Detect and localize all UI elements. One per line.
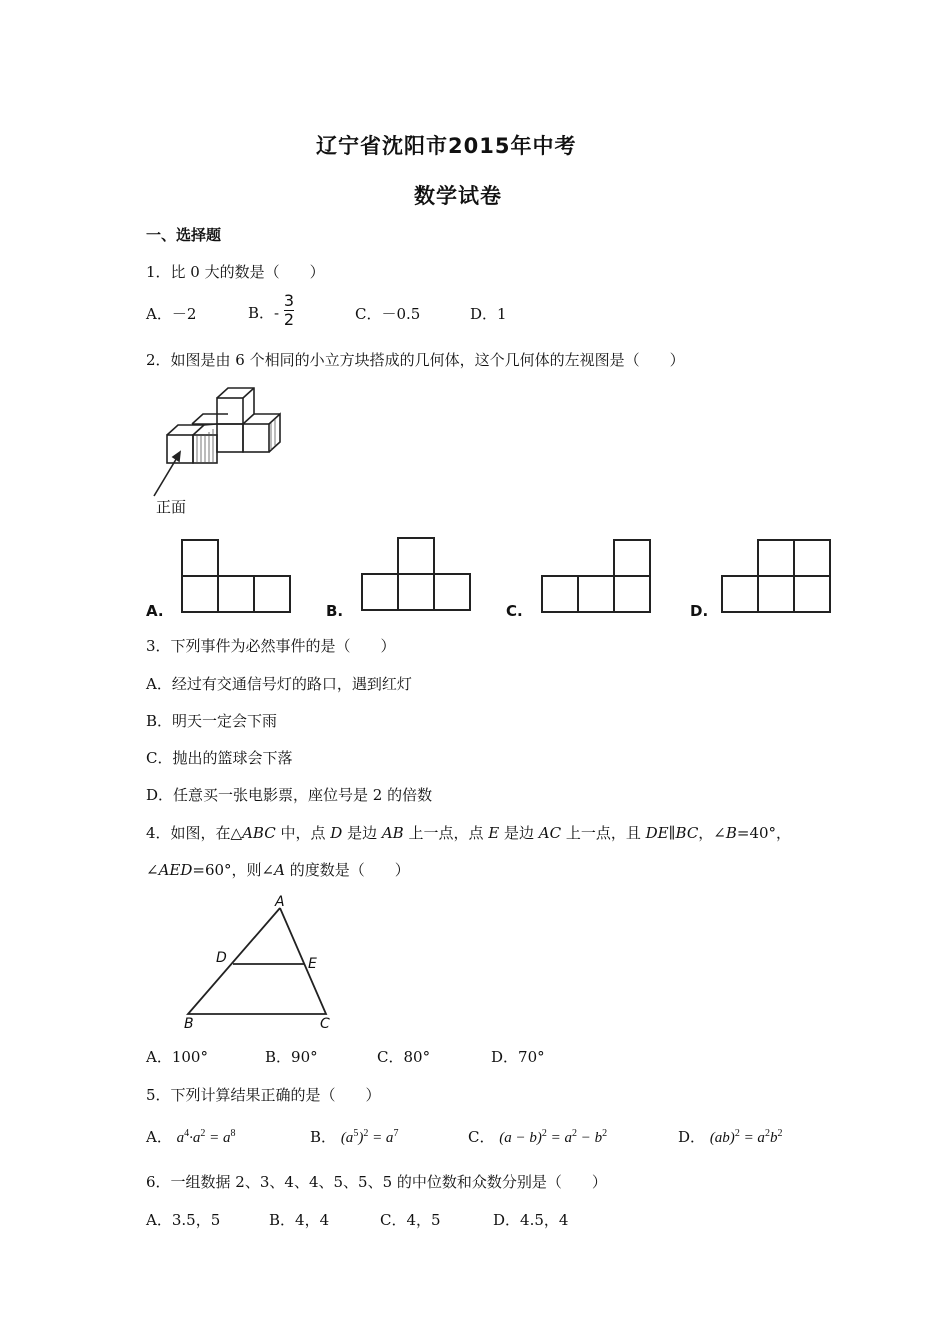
option-c-view <box>542 540 650 612</box>
question-1-stem: 1．比 0 大的数是（ ） <box>146 263 325 281</box>
q5-d-formula: $(ab)^2 = a^2b^2$ <box>709 1128 783 1146</box>
q3-option-a: A．经过有交通信号灯的路口，遇到红灯 <box>146 675 412 693</box>
q1-option-b: B．- $\frac{3}{2}$ <box>248 291 295 329</box>
page-subtitle: 数学试卷 <box>414 184 502 208</box>
option-b-view <box>362 538 470 610</box>
option-b-label: B. <box>326 602 344 620</box>
q4-option-a: A．100° <box>146 1048 208 1066</box>
vertex-c-label: C <box>320 1016 330 1030</box>
question-4-stem-line1: 4．如图，在△ABC 中，点 D 是边 AB 上一点，点 E 是边 AC 上一点，且 DE∥BC，∠B=40°， <box>146 824 792 842</box>
q5-option-b: B． $(a^5)^2 = a^7$ <box>310 1128 399 1146</box>
question-6-stem: 6．一组数据 2、3、4、4、5、5、5 的中位数和众数分别是（ ） <box>146 1173 607 1191</box>
front-label: 正面 <box>156 498 187 516</box>
q3-option-c: C．抛出的篮球会下落 <box>146 749 293 767</box>
question-3-stem: 3．下列事件为必然事件的是（ ） <box>146 637 396 655</box>
triangle-abc <box>188 908 326 1014</box>
q5-b-formula: $(a^5)^2 = a^7$ <box>340 1128 399 1146</box>
point-d-label: D <box>216 950 227 966</box>
q6-option-b: B．4，4 <box>269 1211 330 1229</box>
option-c-label: C. <box>506 602 523 620</box>
q4-option-b: B．90° <box>265 1048 318 1066</box>
q5-option-c: C． $(a - b)^2 = a^2 - b^2$ <box>468 1128 608 1146</box>
question-4-stem-line2: ∠AED=60°，则∠A 的度数是（ ） <box>146 861 410 879</box>
option-a-label: A. <box>146 602 164 620</box>
cube-face <box>217 398 243 424</box>
option-a-view <box>182 540 290 612</box>
q5-option-d: D． $(ab)^2 = a^2b^2$ <box>678 1128 783 1146</box>
q1-option-d: D．1 <box>470 305 507 323</box>
vertex-a-label: A <box>275 894 285 910</box>
q4-option-d: D．70° <box>491 1048 545 1066</box>
q6-option-d: D．4.5，4 <box>493 1211 569 1229</box>
point-e-label: E <box>308 956 317 972</box>
q1-option-a: A．－2 <box>146 305 197 323</box>
q3-option-b: B．明天一定会下雨 <box>146 712 278 730</box>
q6-option-a: A．3.5，5 <box>146 1211 221 1229</box>
vertex-b-label: B <box>184 1016 194 1030</box>
q5-c-formula: $(a - b)^2 = a^2 - b^2$ <box>499 1128 608 1146</box>
question-2-stem: 2．如图是由 6 个相同的小立方块搭成的几何体，这个几何体的左视图是（ ） <box>146 351 685 369</box>
left-view-options <box>140 534 840 620</box>
q5-option-a: A． $a^4\cdot a^2 = a^8$ <box>146 1128 236 1146</box>
q3-option-d: D．任意买一张电影票，座位号是 2 的倍数 <box>146 786 433 804</box>
q5-a-formula: $a^4\cdot a^2 = a^8$ <box>176 1128 236 1146</box>
option-d-label: D. <box>690 602 709 620</box>
question-5-stem: 5．下列计算结果正确的是（ ） <box>146 1086 381 1104</box>
cube-stack-figure <box>140 384 300 519</box>
cube-face <box>217 424 243 452</box>
option-d-view <box>722 540 830 612</box>
q4-option-c: C．80° <box>377 1048 431 1066</box>
q1-b-denominator: 2 <box>283 310 295 329</box>
q1-option-c: C．－0.5 <box>355 305 421 323</box>
q6-option-c: C．4，5 <box>380 1211 441 1229</box>
section-heading: 一、选择题 <box>146 226 222 244</box>
page-title: 辽宁省沈阳市2015年中考 <box>316 134 577 158</box>
triangle-figure <box>176 894 346 1030</box>
cube-face <box>243 424 269 452</box>
q1-b-numerator: 3 <box>283 291 295 310</box>
